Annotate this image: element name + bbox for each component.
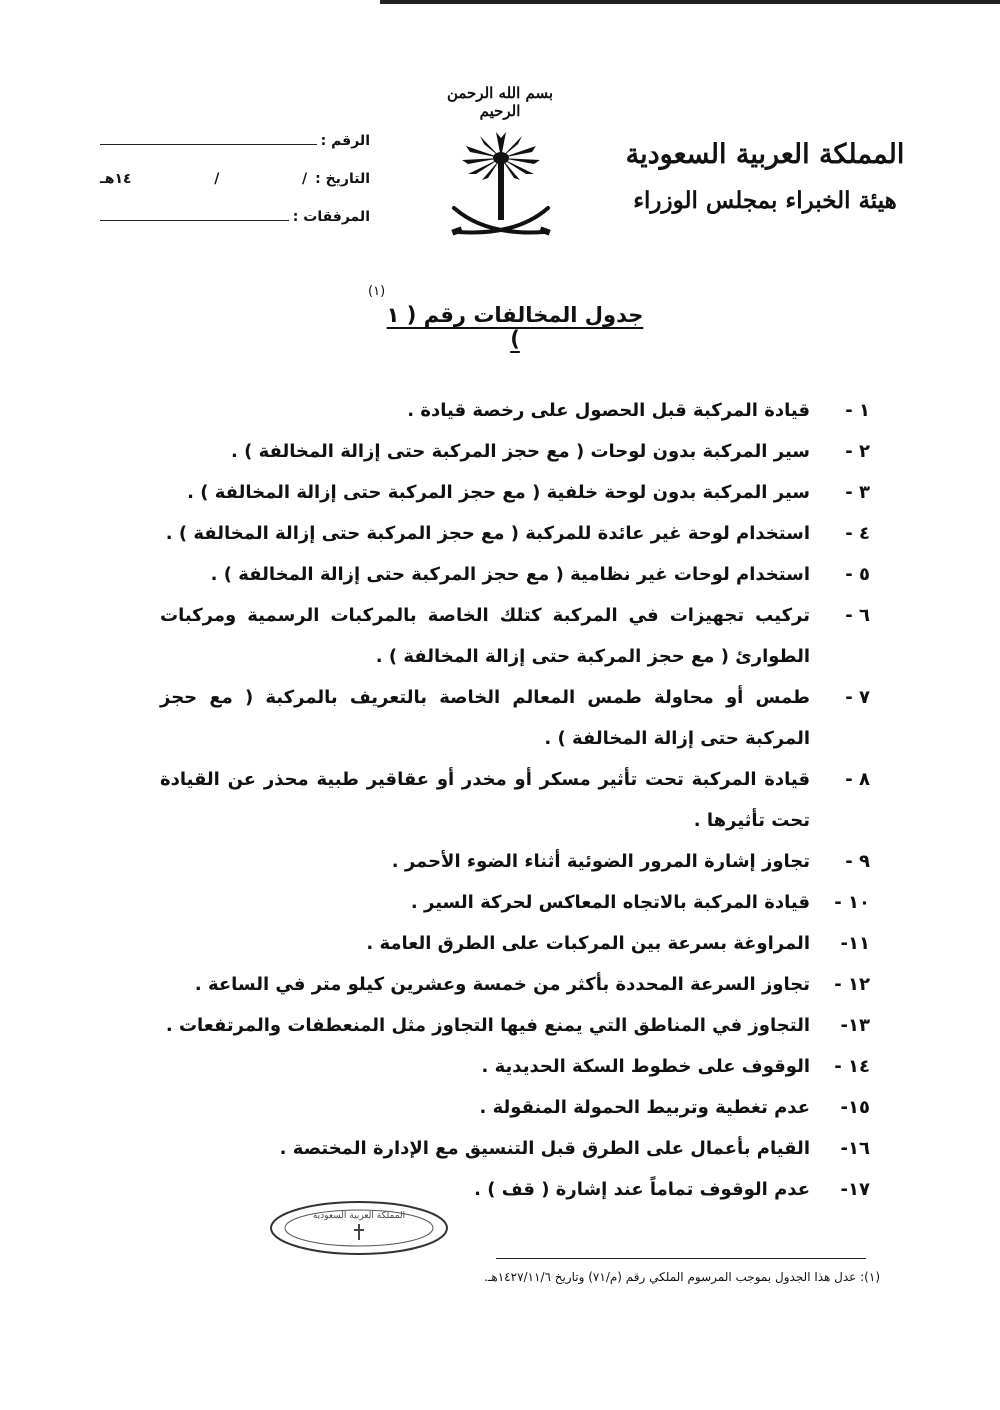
- item-number: ٦ -: [845, 605, 870, 626]
- list-item: [160, 882, 870, 923]
- basmala: بسم الله الرحمن الرحيم: [446, 84, 554, 120]
- top-border-line: [380, 0, 1000, 4]
- item-text: تجاوز السرعة المحددة بأكثر من خمسة وعشرين كيلو متر في الساعة .: [194, 974, 810, 995]
- item-text: استخدام لوحات غير نظامية ( مع حجز المركبة حتى إزالة المخالفة ) .: [210, 564, 810, 585]
- date-sep-2: /: [214, 171, 220, 187]
- kingdom-name: المملكة العربية السعودية: [625, 139, 905, 170]
- attachments-line: [100, 220, 289, 221]
- list-item: [160, 759, 870, 841]
- list-item: [160, 390, 870, 431]
- item-text: تجاوز إشارة المرور الضوئية أثناء الضوء الأحمر .: [391, 851, 810, 872]
- agency-name: هيئة الخبراء بمجلس الوزراء: [633, 187, 897, 214]
- item-number: ١٥-: [840, 1097, 870, 1118]
- item-text: سير المركبة بدون لوحة خلفية ( مع حجز المركبة حتى إزالة المخالفة ) .: [187, 482, 810, 503]
- item-number: ١١-: [840, 933, 870, 954]
- item-text: قيادة المركبة بالاتجاه المعاكس لحركة السير .: [410, 892, 810, 913]
- item-text: قيادة المركبة قبل الحصول على رخصة قيادة .: [407, 400, 810, 421]
- item-text: سير المركبة بدون لوحات ( مع حجز المركبة حتى إزالة المخالفة ) .: [230, 441, 810, 462]
- list-item: [160, 677, 870, 759]
- item-text: طمس أو محاولة طمس المعالم الخاصة بالتعريف بالمركبة ( مع حجز المركبة حتى إزالة المخالفة ) .: [160, 687, 810, 749]
- attachments-row: [100, 198, 370, 236]
- item-number: ١٣-: [840, 1015, 870, 1036]
- item-number: ٣ -: [845, 482, 870, 503]
- item-text: تركيب تجهيزات في المركبة كتلك الخاصة بالمركبات الرسمية ومركبات الطوارئ ( مع حجز المركبة حتى إزالة المخالفة ) .: [160, 605, 810, 667]
- list-item: [160, 1128, 870, 1169]
- list-item: [160, 472, 870, 513]
- item-number: ١ -: [845, 400, 870, 421]
- attachments-label: المرفقات :: [292, 209, 370, 225]
- list-item: [160, 923, 870, 964]
- list-item: [160, 841, 870, 882]
- item-text: استخدام لوحة غير عائدة للمركبة ( مع حجز المركبة حتى إزالة المخالفة ) .: [165, 523, 810, 544]
- item-text: التجاوز في المناطق التي يمنع فيها التجاوز مثل المنعطفات والمرتفعات .: [165, 1015, 810, 1036]
- list-item: [160, 595, 870, 677]
- item-text: عدم تغطية وتربيط الحمولة المنقولة .: [479, 1097, 810, 1118]
- item-number: ٥ -: [845, 564, 870, 585]
- official-seal-stamp: [266, 1196, 452, 1256]
- list-item: [160, 554, 870, 595]
- item-text: القيام بأعمال على الطرق قبل التنسيق مع الإدارة المختصة .: [279, 1138, 810, 1159]
- date-year-suffix: ١٤هـ: [100, 171, 132, 187]
- footnote-divider: [496, 1258, 866, 1259]
- item-number: ٩ -: [845, 851, 870, 872]
- ref-label: الرقم :: [320, 133, 370, 149]
- date-label: التاريخ :: [315, 171, 370, 187]
- item-number: ١٠ -: [834, 892, 870, 913]
- date-sep-1: /: [301, 171, 308, 187]
- seal-text: المملكة العربية السعودية: [312, 1211, 406, 1221]
- item-text: قيادة المركبة تحت تأثير مسكر أو مخدر أو عقاقير طبية محذر عن القيادة تحت تأثيرها .: [160, 769, 810, 831]
- footnote-text: (١): عدل هذا الجدول بموجب المرسوم الملكي رقم (م/٧١) وتاريخ ١٤٢٧/١١/٦هـ.: [484, 1270, 880, 1284]
- item-number: ١٦-: [840, 1138, 870, 1159]
- list-item: [160, 1087, 870, 1128]
- ref-row: [100, 122, 370, 160]
- date-fields: [100, 171, 311, 187]
- list-item: [160, 513, 870, 554]
- list-item: [160, 964, 870, 1005]
- item-number: ٢ -: [845, 441, 870, 462]
- document-meta: [100, 122, 370, 236]
- saudi-emblem-icon: [446, 128, 556, 258]
- item-text: المراوغة بسرعة بين المركبات على الطرق العامة .: [366, 933, 810, 954]
- page-title: جدول المخالفات رقم ( ١ ): [386, 303, 644, 351]
- footnote-marker: (١): [368, 284, 386, 299]
- item-number: ١٤ -: [834, 1056, 870, 1077]
- item-text: الوقوف على خطوط السكة الحديدية .: [481, 1056, 810, 1077]
- ref-line: [100, 144, 317, 145]
- item-number: ١٢ -: [834, 974, 870, 995]
- list-item: [160, 1005, 870, 1046]
- item-number: ٨ -: [845, 769, 870, 790]
- kingdom-heading: [620, 132, 910, 224]
- date-row: [100, 160, 370, 198]
- item-text: عدم الوقوف تماماً عند إشارة ( قف ) .: [474, 1179, 810, 1200]
- violations-list: [160, 390, 870, 1210]
- list-item: [160, 431, 870, 472]
- item-number: ١٧-: [840, 1179, 870, 1200]
- item-number: ٧ -: [845, 687, 870, 708]
- list-item: [160, 1046, 870, 1087]
- item-number: ٤ -: [845, 523, 870, 544]
